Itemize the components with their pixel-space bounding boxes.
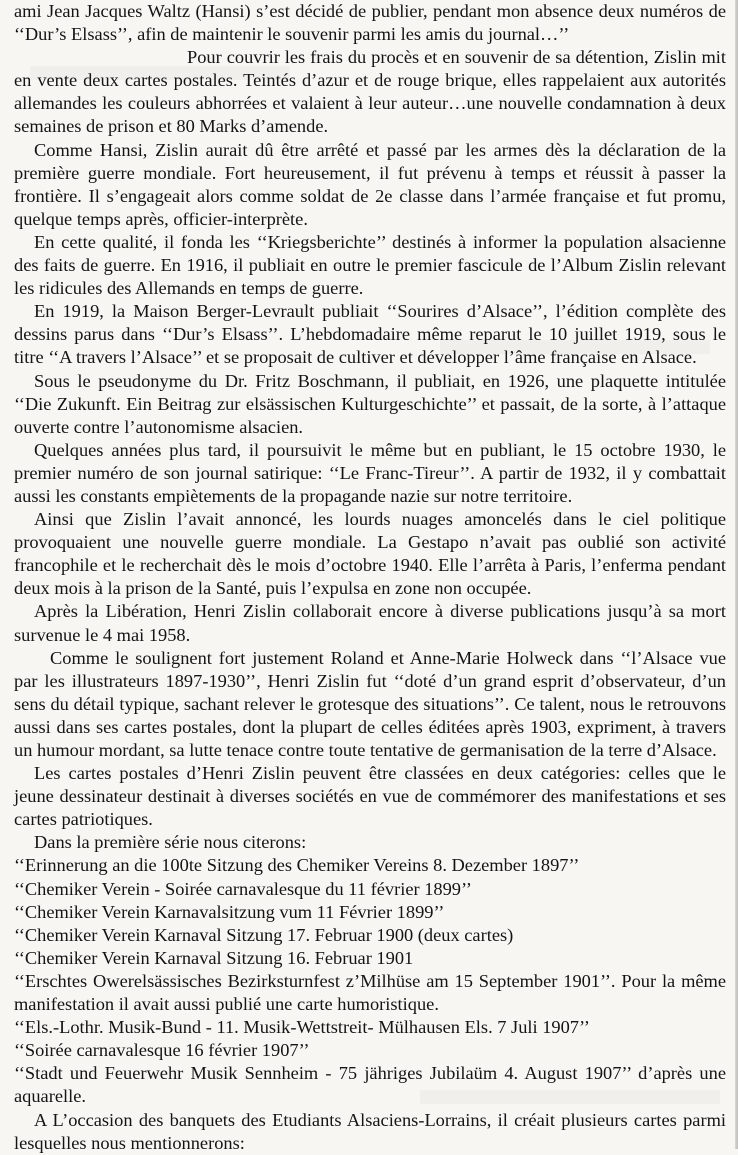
- paragraph-4: En cette qualité, il fonda les ‘‘Kriegsberichte’’ destinés à informer la population alsacienne des faits de guerre. En 1916, il publiait en outre le premier fascicule de l’Album Zislin relevant les ridicules des Allemands en temps de guerre.: [14, 231, 726, 299]
- paragraph-5: En 1919, la Maison Berger-Levrault publiait ‘‘Sourires d’Alsace’’, l’édition complète des dessins parus dans ‘‘Dur’s Elsass’’. L’hebdomadaire même reparut le 10 juillet 1919, sous le titre ‘‘A travers l’Alsace’’ et se proposait de cultiver et développer l’âme française en Alsace.: [14, 301, 726, 368]
- paragraph-1: ami Jean Jacques Waltz (Hansi) s’est décidé de publier, pendant mon absence deux numéros de ‘‘Dur’s Elsass’’, afin de maintenir le souvenir parmi les amis du journal…’’: [14, 1, 726, 45]
- list-item: ‘‘Erschtes Owerelsässisches Bezirksturnfest z’Milhüse am 15 September 1901’’. Pour la même manifestation il avait aussi publié une carte humoristique.: [14, 970, 726, 1015]
- paragraph-2: Pour couvrir les frais du procès et en souvenir de sa détention, Zislin mit en vente deux cartes postales. Teintés d’azur et de rouge brique, elles rappelaient aux autorités allemandes les couleurs abhorrées et valaient à leur auteur…une nouvelle condamnation à deux semaines de prison et 80 Marks d’amende.: [14, 47, 726, 137]
- list-item: ‘‘Els.-Lothr. Musik-Bund - 11. Musik-Wettstreit- Mülhausen Els. 7 Juli 1907’’: [14, 1017, 590, 1038]
- paragraph-8: Ainsi que Zislin l’avait annoncé, les lourds nuages amoncelés dans le ciel politique provoquaient une nouvelle guerre mondiale. La Gestapo n’avait pas oublié son activité francophile et le recherchait dès le mois d’octobre 1940. Elle l’arrêta à Paris, l’enferma pendant deux mois à la prison de la Santé, puis l’expulsa en zone non occupée.: [14, 509, 726, 599]
- list-item: ‘‘Soirée carnavalesque 16 février 1907’’: [14, 1040, 310, 1061]
- list-item: ‘‘Erinnerung an die 100te Sitzung des Chemiker Vereins 8. Dezember 1897’’: [14, 855, 580, 876]
- list-item: ‘‘Chemiker Verein Karnavalsitzung vum 11 Février 1899’’: [14, 901, 445, 922]
- postcard-list: [14, 854, 726, 1108]
- list-item: ‘‘Chemiker Verein Karnaval Sitzung 16. Februar 1901: [14, 947, 414, 968]
- paragraph-11: Les cartes postales d’Henri Zislin peuvent être classées en deux catégories: celles que le jeune dessinateur destinait à diverses sociétés en vue de commémorer des manifestations et ses cartes patriotiques.: [14, 763, 726, 830]
- list-item: ‘‘Chemiker Verein - Soirée carnavalesque du 11 février 1899’’: [14, 878, 472, 899]
- document-page: [14, 0, 726, 1155]
- paragraph-3: Comme Hansi, Zislin aurait dû être arrêté et passé par les armes dès la déclaration de la première guerre mondiale. Fort heureusement, il fut prévenu à temps et réussit à passer la frontière. Il s’engageait alors comme soldat de 2e classe dans l’armée française et fut promu, quelque temps après, officier-interprète.: [14, 139, 726, 229]
- paragraph-6: Sous le pseudonyme du Dr. Fritz Boschmann, il publiait, en 1926, une plaquette intitulée ‘‘Die Zukunft. Ein Beitrag zur elsässischen Kulturgeschichte’’ et passait, de la sorte, à l’attaque ouverte contre l’autonomisme alsacien.: [14, 370, 726, 437]
- paragraph-10: Comme le soulignent fort justement Roland et Anne-Marie Holweck dans ‘‘l’Alsace vue par les illustrateurs 1897-1930’’, Henri Zislin fut ‘‘doté d’un grand esprit d’observateur, d’un sens du détail typique, sachant relever le grotesque des situations’’. Ce talent, nous le retrouvons aussi dans ses cartes postales, dont la plupart de celles éditées après 1903, expriment, à travers un humour mordant, sa lutte tenace contre toute tentative de germanisation de la terre d’Alsace.: [14, 647, 726, 760]
- paragraph-7: Quelques années plus tard, il poursuivit le même but en publiant, le 15 octobre 1930, le premier numéro de son journal satirique: ‘‘Le Franc-Tireur’’. A partir de 1932, il y combattait aussi les constants empiètements de la propagande nazie sur notre territoire.: [14, 439, 726, 506]
- paragraph-12: Dans la première série nous citerons:: [34, 832, 307, 853]
- list-item: ‘‘Stadt und Feuerwehr Musik Sennheim - 75 jähriges Jubilaüm 4. August 1907’’ d’après une aquarelle.: [14, 1063, 726, 1107]
- paragraph-9: Après la Libération, Henri Zislin collaborait encore à diverse publications jusqu’à sa mort survenue le 4 mai 1958.: [14, 601, 726, 645]
- list-item: ‘‘Chemiker Verein Karnaval Sitzung 17. Februar 1900 (deux cartes): [14, 924, 514, 945]
- paragraph-13: A L’occasion des banquets des Etudiants Alsaciens-Lorrains, il créait plusieurs cartes parmi lesquelles nous mentionnerons:: [14, 1109, 726, 1153]
